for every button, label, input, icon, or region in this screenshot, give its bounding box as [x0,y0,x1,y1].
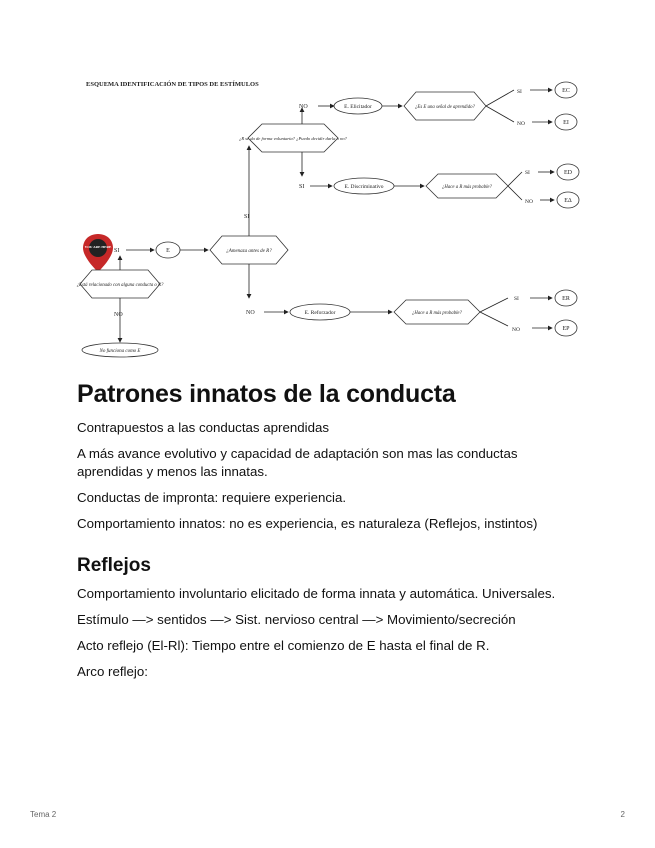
er-label: ER [562,296,570,302]
label-no-start: NO [114,312,123,318]
label-no-ed: NO [525,199,533,205]
ec-label: EC [562,88,570,94]
paragraph-estimulo-flow: Estímulo —> sentidos —> Sist. nervioso central —> Movimiento/secreción [77,612,516,627]
flowchart-svg [76,76,582,366]
label-si-ed: SI [525,170,530,176]
section-title: Patrones innatos de la conducta [77,380,456,408]
stimulus-node-label: E [166,248,170,254]
label-no-amenaza: NO [246,310,255,316]
voluntary-question-text: ¿R se da de forma voluntaria? ¿Puedo decidir darla o no? [239,136,347,141]
location-pin-icon [83,234,113,272]
ed-question-text: ¿Hace a R más probable? [442,185,492,190]
label-si-ec: SI [517,89,522,95]
label-no-ocurre: NO [299,104,308,110]
subsection-title: Reflejos [77,555,151,576]
footer-chapter: Tema 2 [30,810,57,819]
footer-page-number: 2 [620,810,625,819]
label-si-amenaza: SI [244,214,250,220]
reforzador-label: E. Reforzador [304,310,336,316]
label-no-ec: NO [517,121,525,127]
start-question-text: ¿Está relacionado con alguna conducta o R? [76,283,164,288]
paragraph-arco-reflejo: Arco reflejo: [77,664,148,679]
document-content [77,380,582,689]
er-question-text: ¿Hace a R más probable? [412,311,462,316]
diagram-title: ESQUEMA IDENTIFICACIÓN DE TIPOS DE ESTÍMULOS [86,81,259,88]
amenaza-question-text: ¿Amenaza antes de R? [226,249,272,254]
label-si-ocurre: SI [299,184,305,190]
pin-label: YOU ARE HERE [84,245,112,249]
neutral-stimulus-label: No funciona como E [99,349,141,354]
flowchart-diagram [76,76,582,366]
edelta-label: EΔ [564,198,572,204]
label-si-er: SI [514,296,519,302]
paragraph-contrapuestos: Contrapuestos a las conductas aprendidas [77,420,330,435]
paragraph-impronta: Conductas de impronta: requiere experiencia. [77,490,347,505]
paragraph-acto-reflejo: Acto reflejo (El-Rl): Tiempo entre el comienzo de E hasta el final de R. [77,638,490,653]
paragraph-avance-evolutivo: A más avance evolutivo y capacidad de adaptación son mas las conductas aprendidas y menos las innatas. [77,446,518,479]
label-si-start: SI [114,248,120,254]
ep-label: EP [562,326,570,332]
ed-label: ED [564,170,572,176]
ei-label: EI [563,120,569,126]
label-no-er: NO [512,327,520,333]
discriminativo-label: E. Discriminativo [344,184,384,190]
paragraph-involuntario: Comportamiento involuntario elicitado de forma innata y automática. Universales. [77,586,556,601]
ec-question-text: ¿Es E una señal de aprendido? [415,105,475,110]
paragraph-comportamiento-innato: Comportamiento innatos: no es experiencia, es naturaleza (Reflejos, instintos) [77,516,538,531]
elicitador-label: E. Elicitador [344,104,372,110]
